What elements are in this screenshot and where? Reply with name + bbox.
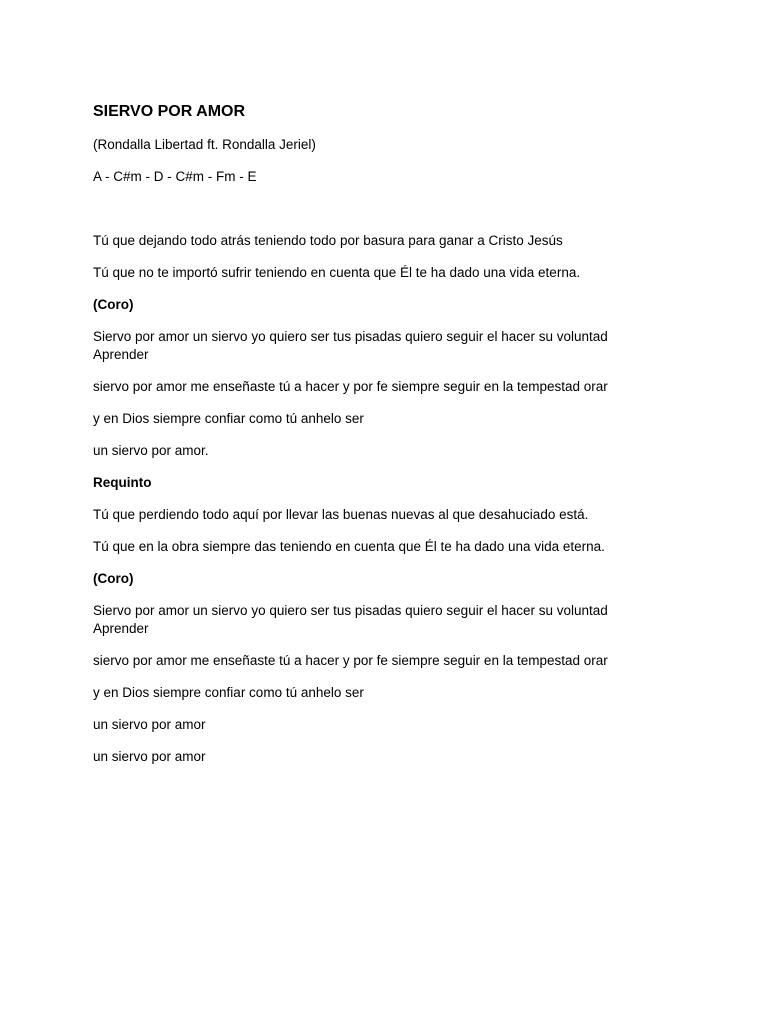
song-title: SIERVO POR AMOR — [93, 103, 246, 120]
chord-progression: A - C#m - D - C#m - Fm - E — [93, 169, 257, 184]
lyric-line: Tú que en la obra siempre das teniendo en cuenta que Él te ha dado una vida eterna. — [93, 539, 605, 554]
section-heading: (Coro) — [93, 297, 134, 312]
lyric-line: Tú que perdiendo todo aquí por llevar las buenas nuevas al que desahuciado está. — [93, 507, 589, 522]
lyric-line: Tú que no te importó sufrir teniendo en cuenta que Él te ha dado una vida eterna. — [93, 265, 581, 280]
lyric-line: Siervo por amor un siervo yo quiero ser tus pisadas quiero seguir el hacer su voluntad Aprender — [93, 603, 608, 636]
document-page — [93, 102, 653, 780]
lyric-line: un siervo por amor — [93, 749, 206, 764]
blank-gap — [93, 200, 653, 232]
section-heading: (Coro) — [93, 571, 134, 586]
lyric-line: y en Dios siempre confiar como tú anhelo ser — [93, 411, 364, 426]
lyric-line: Tú que dejando todo atrás teniendo todo por basura para ganar a Cristo Jesús — [93, 233, 563, 248]
lyrics-body — [93, 232, 653, 766]
lyric-line: Siervo por amor un siervo yo quiero ser tus pisadas quiero seguir el hacer su voluntad Aprender — [93, 329, 608, 362]
lyric-line: un siervo por amor. — [93, 443, 209, 458]
lyric-line: siervo por amor me enseñaste tú a hacer y por fe siempre seguir en la tempestad orar — [93, 379, 608, 394]
section-heading: Requinto — [93, 475, 152, 490]
artist-credit: (Rondalla Libertad ft. Rondalla Jeriel) — [93, 137, 316, 152]
lyric-line: siervo por amor me enseñaste tú a hacer y por fe siempre seguir en la tempestad orar — [93, 653, 608, 668]
lyric-line: y en Dios siempre confiar como tú anhelo ser — [93, 685, 364, 700]
lyric-line: un siervo por amor — [93, 717, 206, 732]
